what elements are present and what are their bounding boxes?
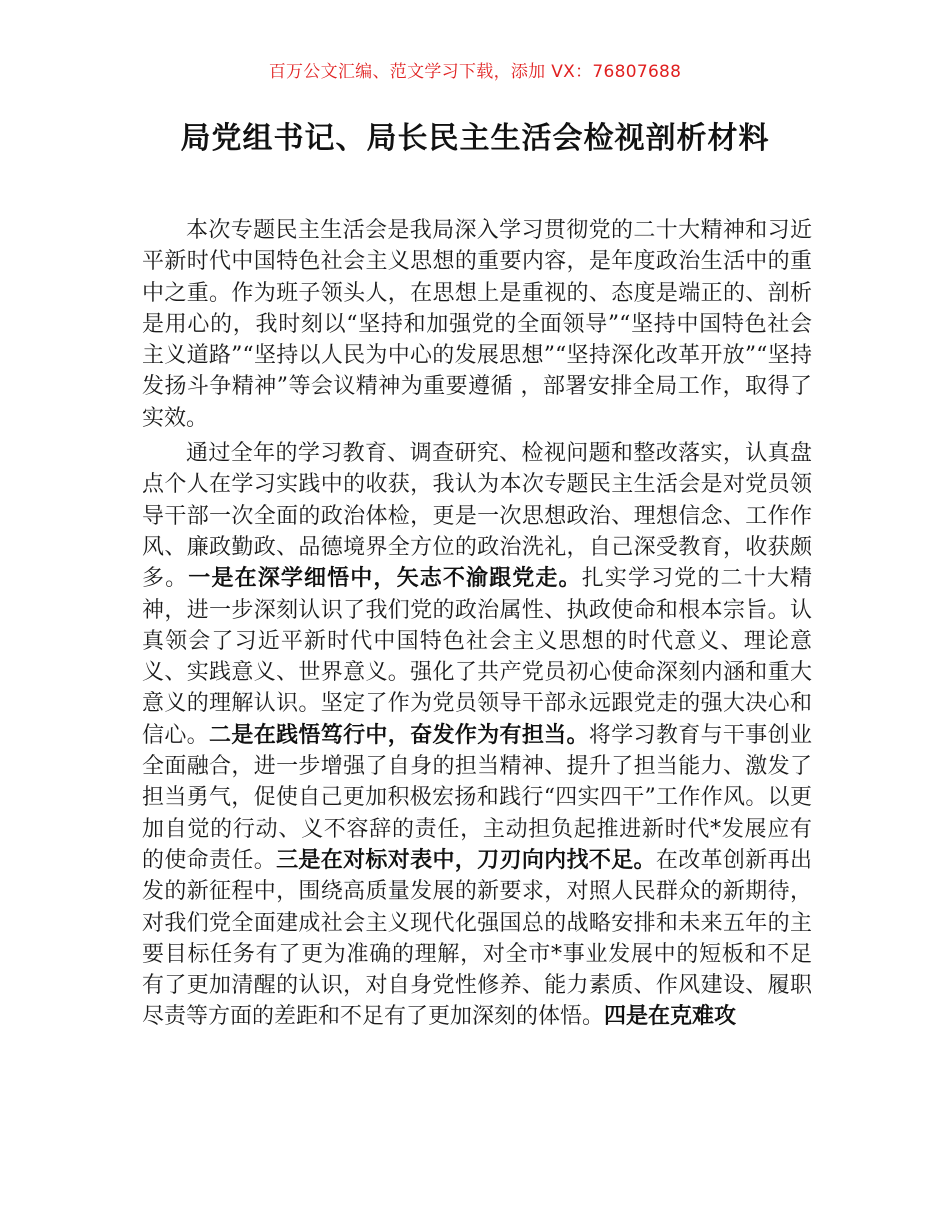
paragraph-text: 将学习教育与干事创业全面融合，进一步增强了自身的担当精神、提升了担当能力、激发了担当勇气，促使自己更加积极宏扬和践行“四实四干”工作作风。以更加自觉的行动、义不容辞的责任，主动担负起推进新时代*发展应有的使命责任。	[142, 722, 812, 873]
paragraph-2	[142, 438, 812, 1033]
document-body	[142, 215, 812, 1037]
point-heading-2: 二是在践悟笃行中，奋发作为有担当。	[209, 721, 589, 748]
point-heading-1: 一是在深学细悟中，矢志不渝跟党走。	[188, 565, 582, 592]
paragraph-text: 本次专题民主生活会是我局深入学习贯彻党的二十大精神和习近平新时代中国特色社会主义思想的重要内容，是年度政治生活中的重中之重。作为班子领头人，在思想上是重视的、态度是端正的、剖析是用心的，我时刻以“坚持和加强党的全面领导”“坚持中国特色社会主义道路”“坚持以人民为中心的发展思想”“坚持深化改革开放”“坚持发扬斗争精神”等会议精神为重要遵循 ，部署安排全局工作，取得了实效。	[142, 218, 812, 431]
download-banner: 百万公文汇编、范文学习下载，添加 VX：76807688	[268, 62, 682, 82]
document-title: 局党组书记、局长民主生活会检视剖析材料	[180, 121, 770, 156]
paragraph-text: 在改革创新再出发的新征程中，围绕高质量发展的新要求，对照人民群众的新期待，对我们党全面建成社会主义现代化强国总的战略安排和未来五年的主要目标任务有了更为准确的理解，对全市*事业发展中的短板和不足有了更加清醒的认识，对自身党性修养、能力素质、作风建设、履职尽责等方面的差距和不足有了更加深刻的体悟。	[142, 847, 812, 1030]
point-heading-3: 三是在对标对表中，刀刃向内找不足。	[276, 846, 656, 873]
paragraph-1	[142, 215, 812, 434]
paragraph-text: 通过全年的学习教育、调查研究、检视问题和整改落实，认真盘点个人在学习实践中的收获，我认为本次专题民主生活会是对党员领导干部一次全面的政治体检，更是一次思想政治、理想信念、工作作风、廉政勤政、品德境界全方位的政治洗礼，自己深受教育，收获颇多。	[142, 441, 812, 592]
paragraph-text: 扎实学习党的二十大精神，进一步深刻认识了我们党的政治属性、执政使命和根本宗旨。认真领会了习近平新时代中国特色社会主义思想的时代意义、理论意义、实践意义、世界意义。强化了共产党员初心使命深刻内涵和重大意义的理解认识。坚定了作为党员领导干部永远跟党走的强大决心和信心。	[142, 566, 812, 748]
point-heading-4: 四是在克难攻	[604, 1003, 737, 1030]
